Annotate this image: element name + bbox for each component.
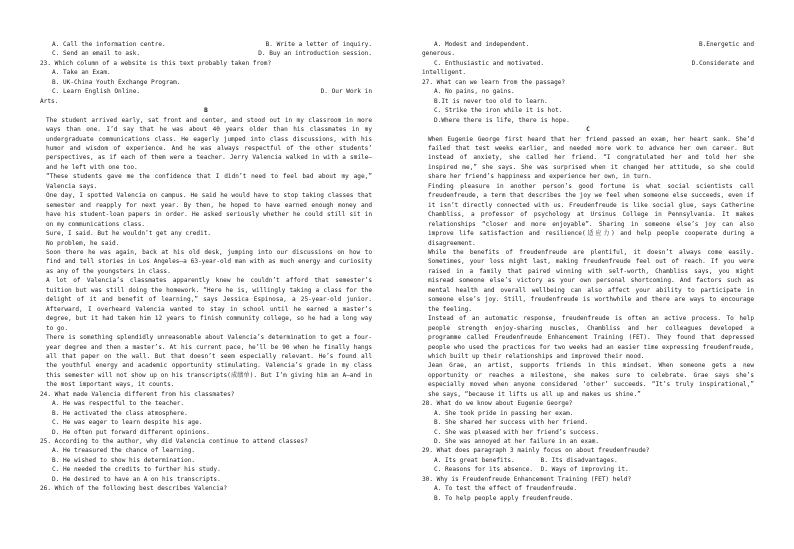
text-line: C. She was pleased with her friend’s success. (434, 428, 600, 436)
text-line: B. He wished to show his determination. (52, 456, 196, 464)
text-line: D. He often put forward different opinions. (52, 428, 210, 436)
right-column (422, 40, 754, 503)
text-line: Arts. (40, 97, 59, 105)
text-line: 23. Which column of a website is this text probably taken from? (40, 59, 272, 67)
text-line: A. Take an Exam. (52, 69, 111, 77)
option-text: D. Buy an introduction session. (258, 50, 372, 58)
text-line: 29. What does paragraph 3 mainly focus on about freudenfreude? (422, 447, 650, 455)
option-text: D. Ways of improving it. (540, 466, 629, 474)
option-text: B. Its disadvantages. (540, 456, 618, 464)
text-line: A. He treasured the chance of learning. (52, 447, 196, 455)
text-line: B. He activated the class atmosphere. (52, 409, 188, 417)
option-row (422, 59, 754, 68)
text-line: generous. (422, 50, 456, 58)
text-line: While the benefits of freudenfreude are plentiful, it doesn’t always come easily. Sometimes, your loss might last, making freudenfreude feel out of reach. If you were raised in a family that paired winning with self-worth, Chambliss says, you might misread someone else’s victory as your own personal shortcoming. And factors such as mental health and overall wellbeing can also affect your ability to participate in someone else’s joy. Still, freudenfreude is worthwhile and there are ways to encourage the feeling. (428, 248, 754, 313)
option-text: A. Its great benefits. (434, 456, 515, 464)
text-line: 25. According to the author, why did Valencia continue to attend classes? (40, 438, 308, 446)
text-line: D.Where there is life, there is hope. (434, 116, 570, 124)
text-line: A. He was respectful to the teacher. (52, 400, 185, 408)
text-line: Instead of an automatic response, freudenfreude is often an active process. To help people strength enjoy-sharing muscles, Chambliss and her colleagues developed a programme called Freudenfreude Enhancement Training (FET). They found that depressed people who used the practices for two weeks had an easier time expressing freudenfreude, which built up their relationships and improved their mood. (428, 315, 754, 360)
text-line: intelligent. (422, 69, 467, 77)
text-line: The student arrived early, sat front and center, and stood out in my classroom in more ways than one. I’d say that he was about 40 years older than his classmates in my undergraduate communications class. He eagerly jumped into class discussions, with his humor and wisdom of experience. And he was always respectful of the other students’ perspectives, as if each of them were a teacher. Jerry Valencia walked in with a smile—and he left with one too. (46, 116, 372, 171)
option-row (422, 456, 754, 465)
text-line: Sure, I said. But he wouldn’t get any credit. (46, 230, 212, 238)
text-line: D. She was annoyed at her failure in an exam. (434, 438, 600, 446)
option-text (647, 456, 754, 465)
text-line: A. To test the effect of freudenfreude. (434, 485, 578, 493)
text-line: C. He needed the credits to further his study. (52, 466, 221, 474)
text-line: When Eugenie George first heard that her friend passed an exam, her heart sank. She’d failed that test weeks earlier, and needed more work to advance her own career. But instead of anxiety, she called her friend. “I congratulated her and told her she inspired me,” she says. She was surprised when it changed her attitude, so she could share her friend’s happiness and experience her own, in turn. (428, 135, 754, 181)
option-row (40, 87, 372, 96)
text-line: No problem, he said. (46, 239, 120, 247)
text-line: 26. Which of the following best describes Valencia? (40, 485, 228, 493)
text-line: 30. Why is Freudenfreude Enhancement Training (FET) held? (422, 475, 632, 483)
left-column (40, 40, 372, 494)
option-text: C. Send an email to ask. (52, 50, 141, 58)
option-row (40, 40, 372, 49)
text-line: A. No pains, no gains. (434, 88, 515, 96)
text-line: C. He was eager to learn despite his age. (52, 419, 203, 427)
text-line: B. UK-China Youth Exchange Program. (52, 78, 181, 86)
text-line: Jean Grae, an artist, supports friends in this mindset. When someone gets a new opportunity or reaches a milestone, she makes sure to celebrate. Grae says she’s especially moved when anyone considered ‘other’ succeeds. “It’s truly inspirational,” she says, “because it lifts us all up and makes us shine.” (428, 362, 754, 398)
text-line: D. He desired to have an A on his transcripts. (52, 475, 221, 483)
option-text: B.Energetic and (698, 41, 754, 48)
section-heading: B (204, 107, 208, 115)
text-line: “These students gave me the confidence that I didn’t need to feel bad about my age,” Valencia says. (46, 173, 372, 190)
section-heading: C (586, 126, 590, 134)
option-row (422, 40, 754, 49)
option-text: A. Call the information centre. (52, 41, 166, 48)
option-text: D. Our Work in (320, 88, 372, 96)
option-text: A. Modest and independent. (434, 41, 530, 48)
text-line: 28. What do we know about Eugenie George? (422, 400, 573, 408)
option-text (647, 465, 754, 474)
option-text: C. Learn English Online. (52, 88, 141, 96)
text-line: B.It is never too old to learn. (434, 97, 548, 105)
text-line: C. Strike the iron while it is hot. (434, 107, 563, 115)
option-text: C. Enthusiastic and motivated. (434, 59, 545, 67)
text-line: 27. What can we learn from the passage? (422, 78, 566, 86)
option-text: D.Considerate and (691, 59, 754, 67)
option-row (422, 465, 754, 474)
text-line: B. To help people apply freudenfreude. (434, 494, 574, 502)
text-line: A lot of Valencia’s classmates apparently knew he couldn’t afford that semester’s tuition but was still doing the homework. “Here he is, willingly taking a class for the delight of it and benefit of learning,” says Jessica Espinosa, a 25-year-old junior. Afterward, I overheard Valencia wanted to stay in school until he earned a master’s degree, but it had taken him 12 years to finish community college, so he had a long way to go. (46, 277, 372, 332)
text-line: B. She shared her success with her friend. (434, 419, 589, 427)
option-row (40, 49, 372, 58)
option-text: C. Reasons for its absence. (434, 466, 534, 474)
text-line: 24. What made Valencia different from his classmates? (40, 390, 235, 398)
text-line: One day, I spotted Valencia on campus. He said he would have to stop taking classes that semester and reapply for next year. By then, he hoped to have earned enough money and have his student-loan papers in order. He asked seriously whether he could still sit in on my communications class. (46, 192, 372, 228)
text-line: A. She took pride in passing her exam. (434, 409, 574, 417)
text-line: Finding pleasure in another person’s good fortune is what social scientists call freudenfreude, a term that describes the joy we feel when someone else succeeds, even if it isn’t directly connected with us. Freudenfreude is like social glue, says Catherine Chambliss, a professor of psychology at Ursinus College in Pennsylvania. It makes relationships “closer and more enjoyable”. Sharing in someone else’s joy can also improve life satisfaction and resilience(适应力) and help people cooperate during a disagreement. (428, 182, 754, 247)
option-text: B. Write a letter of inquiry. (265, 41, 372, 48)
text-line: There is something splendidly unreasonable about Valencia’s determination to get a four-year degree and then a master’s. At his current pace, he’ll be 90 when he finally hangs all that paper on the wall. But that doesn’t seem especially relevant. He’s found all the youthful energy and academic opportunity stimulating. Valencia’s grade in my class this semester will not show up on his transcripts(成绩单). But I’m giving him an A—and in the most important ways, it counts. (46, 334, 372, 389)
text-line: Soon there he was again, back at his old desk, jumping into our discussions on how to find and tell stories in Los Angeles—a 63-year-old man with as much energy and curiosity as any of the youngsters in class. (46, 248, 372, 275)
